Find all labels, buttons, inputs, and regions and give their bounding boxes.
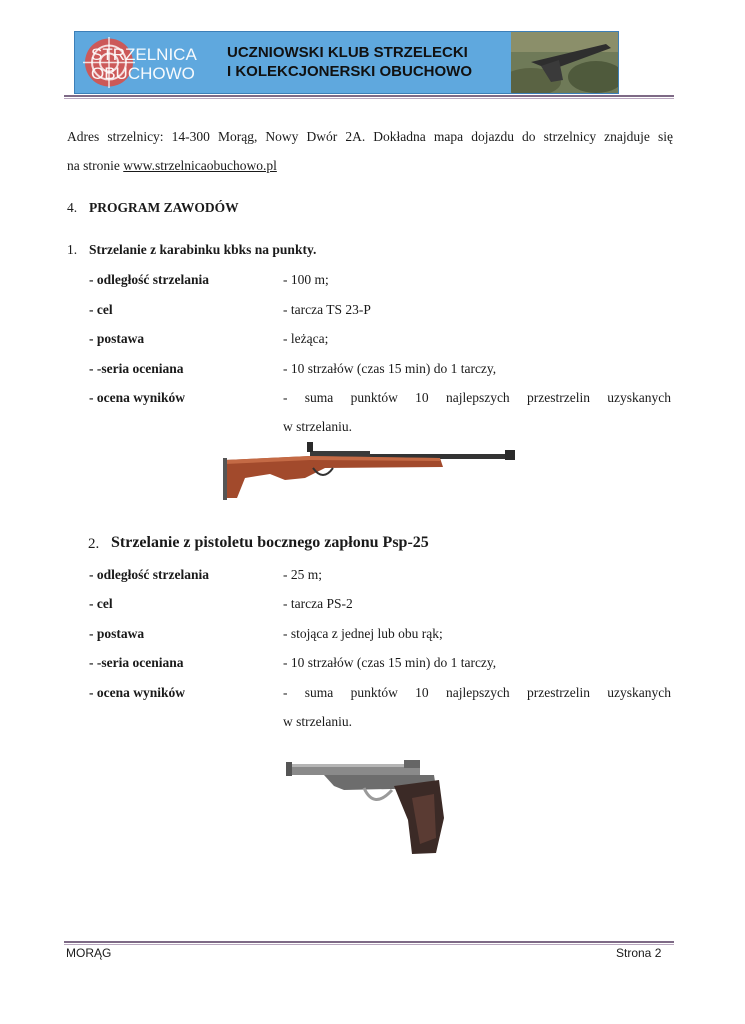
- header-divider: [64, 95, 674, 97]
- logo-line2: OBUCHOWO: [91, 64, 195, 83]
- c2-series-label: - -seria oceniana: [89, 655, 184, 670]
- c2-series-value: - 10 strzałów (czas 15 min) do 1 tarczy,: [283, 655, 497, 670]
- c2-target-value: - tarcza PS-2: [283, 596, 353, 611]
- address-line1: Adres strzelnicy: 14-300 Morąg, Nowy Dwór 2A. Dokładna mapa dojazdu do strzelnicy znajduje się: [67, 129, 673, 144]
- c1-scoring-value: - suma punktów 10 najlepszych przestrzelin uzyskanych: [283, 390, 671, 405]
- c1-target-value: - tarcza TS 23-P: [283, 302, 371, 317]
- section-title: PROGRAM ZAWODÓW: [89, 200, 239, 215]
- competition-1-number: 1.: [67, 242, 78, 257]
- c1-scoring-label: - ocena wyników: [89, 390, 186, 405]
- header-banner: [74, 31, 619, 94]
- header-divider-thin: [64, 98, 674, 99]
- target-crosshair-logo: [79, 35, 219, 90]
- footer-divider: [64, 941, 674, 943]
- c2-scoring-label: - ocena wyników: [89, 685, 186, 700]
- header-rifle-photo: [511, 32, 618, 93]
- c2-target-label: - cel: [89, 596, 113, 611]
- address-prefix: na stronie: [67, 158, 124, 173]
- club-name-line1: UCZNIOWSKI KLUB STRZELECKI: [227, 44, 468, 61]
- c1-scoring-continued: w strzelaniu.: [283, 419, 352, 434]
- section-number: 4.: [67, 200, 78, 215]
- competition-2-number: 2.: [88, 536, 100, 552]
- c2-distance-label: - odległość strzelania: [89, 567, 209, 582]
- logo-line1: STRZELNICA: [91, 45, 197, 64]
- competition-2-title: Strzelanie z pistoletu bocznego zapłonu Psp-25: [111, 534, 429, 551]
- c1-series-label: - -seria oceniana: [89, 361, 184, 376]
- c2-position-value: - stojąca z jednej lub obu rąk;: [283, 626, 443, 641]
- rifle-image: [215, 438, 519, 502]
- c1-distance-label: - odległość strzelania: [89, 272, 209, 287]
- c2-distance-value: - 25 m;: [283, 567, 322, 582]
- c1-position-label: - postawa: [89, 331, 145, 346]
- c1-target-label: - cel: [89, 302, 113, 317]
- competition-1-title: Strzelanie z karabinku kbks na punkty.: [89, 242, 317, 257]
- address-line2: [67, 157, 277, 175]
- c2-scoring-value: - suma punktów 10 najlepszych przestrzelin uzyskanych: [283, 685, 671, 700]
- c1-distance-value: - 100 m;: [283, 272, 329, 287]
- footer-divider-thin: [64, 944, 674, 945]
- c1-position-value: - leżąca;: [283, 331, 329, 346]
- c2-position-label: - postawa: [89, 626, 145, 641]
- website-link[interactable]: www.strzelnicaobuchowo.pl: [123, 158, 277, 173]
- footer-location: MORĄG: [66, 946, 112, 960]
- c1-series-value: - 10 strzałów (czas 15 min) do 1 tarczy,: [283, 361, 497, 376]
- c2-scoring-continued: w strzelaniu.: [283, 714, 352, 729]
- footer-page-number: Strona 2: [616, 946, 662, 960]
- club-name-line2: I KOLEKCJONERSKI OBUCHOWO: [227, 63, 473, 80]
- pistol-image: [284, 758, 450, 860]
